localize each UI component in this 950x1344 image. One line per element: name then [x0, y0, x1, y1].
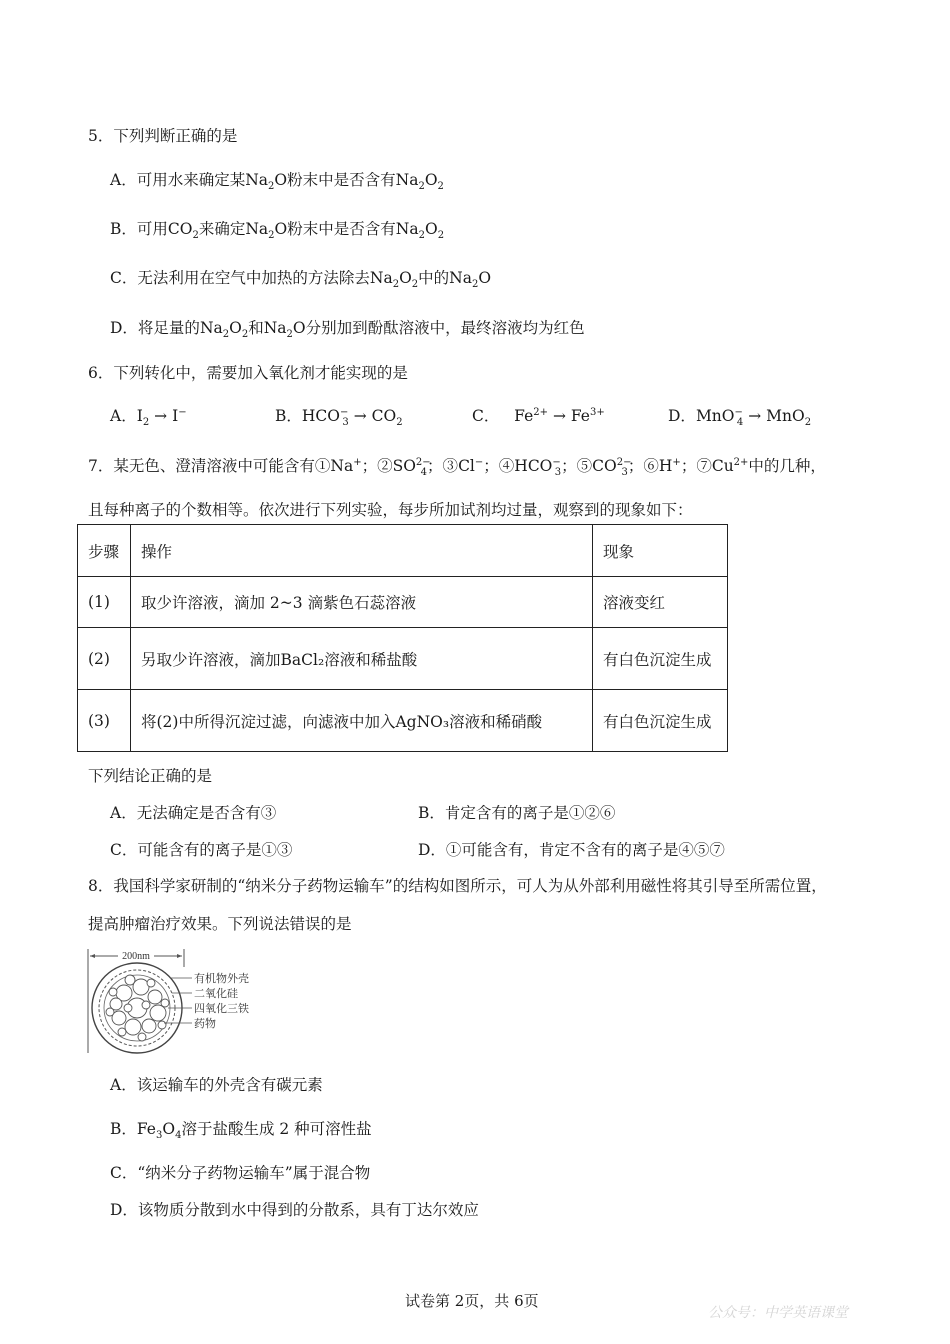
label-organic-shell: 有机物外壳 — [194, 972, 249, 985]
q6-option-a: A．$I_2 \to I^-$ — [110, 407, 187, 428]
q5-stem: 5．下列判断正确的是 — [88, 127, 238, 145]
label-silica: 二氧化硅 — [194, 987, 238, 1000]
table-header-operation: 操作 — [131, 525, 593, 577]
q7-option-d: D．①可能含有，肯定不含有的离子是④⑤⑦ — [418, 841, 725, 859]
q5-option-a: A．可用水来确定某$Na_2O$粉末中是否含有$Na_2O_2$ — [110, 171, 444, 192]
label-drug: 药物 — [194, 1017, 216, 1030]
q8-stem-line2: 提高肿瘤治疗效果。下列说法错误的是 — [88, 915, 352, 933]
q5-option-b: B．可用$CO_2$来确定$Na_2O$粉末中是否含有$Na_2O_2$ — [110, 220, 445, 241]
table-cell-step: (3) — [78, 690, 131, 752]
table-cell-result: 溶液变红 — [593, 577, 728, 628]
scale-arrow-left — [90, 954, 95, 958]
page-footer: 试卷第 2页，共 6页 — [405, 1292, 539, 1310]
label-iron-oxide: 四氧化三铁 — [194, 1002, 249, 1015]
table-cell-step: (1) — [78, 577, 131, 628]
q6-option-c: C． $Fe^{2+} \to Fe^{3+}$ — [472, 407, 605, 425]
q7-conclusion: 下列结论正确的是 — [88, 767, 213, 785]
q8-option-d: D．该物质分散到水中得到的分散系，具有丁达尔效应 — [110, 1201, 479, 1219]
table-cell-result: 有白色沉淀生成 — [593, 628, 728, 690]
q6-option-b: B．$HCO^-_3 \to CO_2$ — [275, 407, 403, 428]
q6-option-d: D．MnO−$_4$ → MnO$_2$ — [668, 407, 812, 428]
table-cell-operation: 将(2)中所得沉淀过滤，向滤液中加入AgNO₃溶液和稀硝酸 — [131, 690, 593, 752]
table-row — [78, 690, 728, 752]
q7-stem-line1: 7．某无色、澄清溶液中可能含有①Na+；$②SO^{2-}_4$；③Cl−；$④HCO^-_3$；$⑤CO^{2-}_3$；⑥H+；$⑦Cu^{2+}$中的几种， — [88, 457, 826, 478]
nanocarrier-figure — [84, 945, 274, 1057]
table-header-result: 现象 — [593, 525, 728, 577]
watermark: 公众号：中学英语课堂 — [708, 1305, 848, 1321]
table-cell-step: (2) — [78, 628, 131, 690]
q7-option-a: A．无法确定是否含有③ — [110, 804, 277, 822]
table-cell-operation: 取少许溶液，滴加 2~3 滴紫色石蕊溶液 — [131, 577, 593, 628]
q8-option-b: B．$Fe_3O_4$溶于盐酸生成 2 种可溶性盐 — [110, 1120, 372, 1141]
table-header-row — [78, 525, 728, 577]
scale-arrow-right — [177, 954, 182, 958]
q8-option-a: A．该运输车的外壳含有碳元素 — [110, 1076, 323, 1094]
table-header-step: 步骤 — [78, 525, 131, 577]
q7-stem-line2: 且每种离子的个数相等。依次进行下列实验，每步所加试剂均过量，观察到的现象如下： — [88, 501, 693, 519]
scale-label: 200nm — [122, 951, 150, 962]
iron-oxide-particles — [106, 975, 169, 1041]
experiment-table — [77, 524, 728, 752]
table-cell-result: 有白色沉淀生成 — [593, 690, 728, 752]
table-row — [78, 628, 728, 690]
q5-option-d: D．将足量的$Na_2O_2$和$Na_2O$分别加到酚酞溶液中，最终溶液均为红色 — [110, 319, 585, 340]
q8-stem-line1: 8．我国科学家研制的“纳米分子药物运输车”的结构如图所示，可人为从外部利用磁性将其引导至所需位置， — [88, 877, 827, 895]
table-row — [78, 577, 728, 628]
table-cell-operation: 另取少许溶液，滴加BaCl₂溶液和稀盐酸 — [131, 628, 593, 690]
q6-stem: 6．下列转化中，需要加入氧化剂才能实现的是 — [88, 364, 408, 382]
q7-option-b: B．肯定含有的离子是①②⑥ — [418, 804, 616, 822]
q5-option-c: C．无法利用在空气中加热的方法除去$Na_2O_2$中的$Na_2O$ — [110, 269, 492, 290]
q7-option-c: C．可能含有的离子是①③ — [110, 841, 293, 859]
q8-option-c: C．“纳米分子药物运输车”属于混合物 — [110, 1164, 371, 1182]
